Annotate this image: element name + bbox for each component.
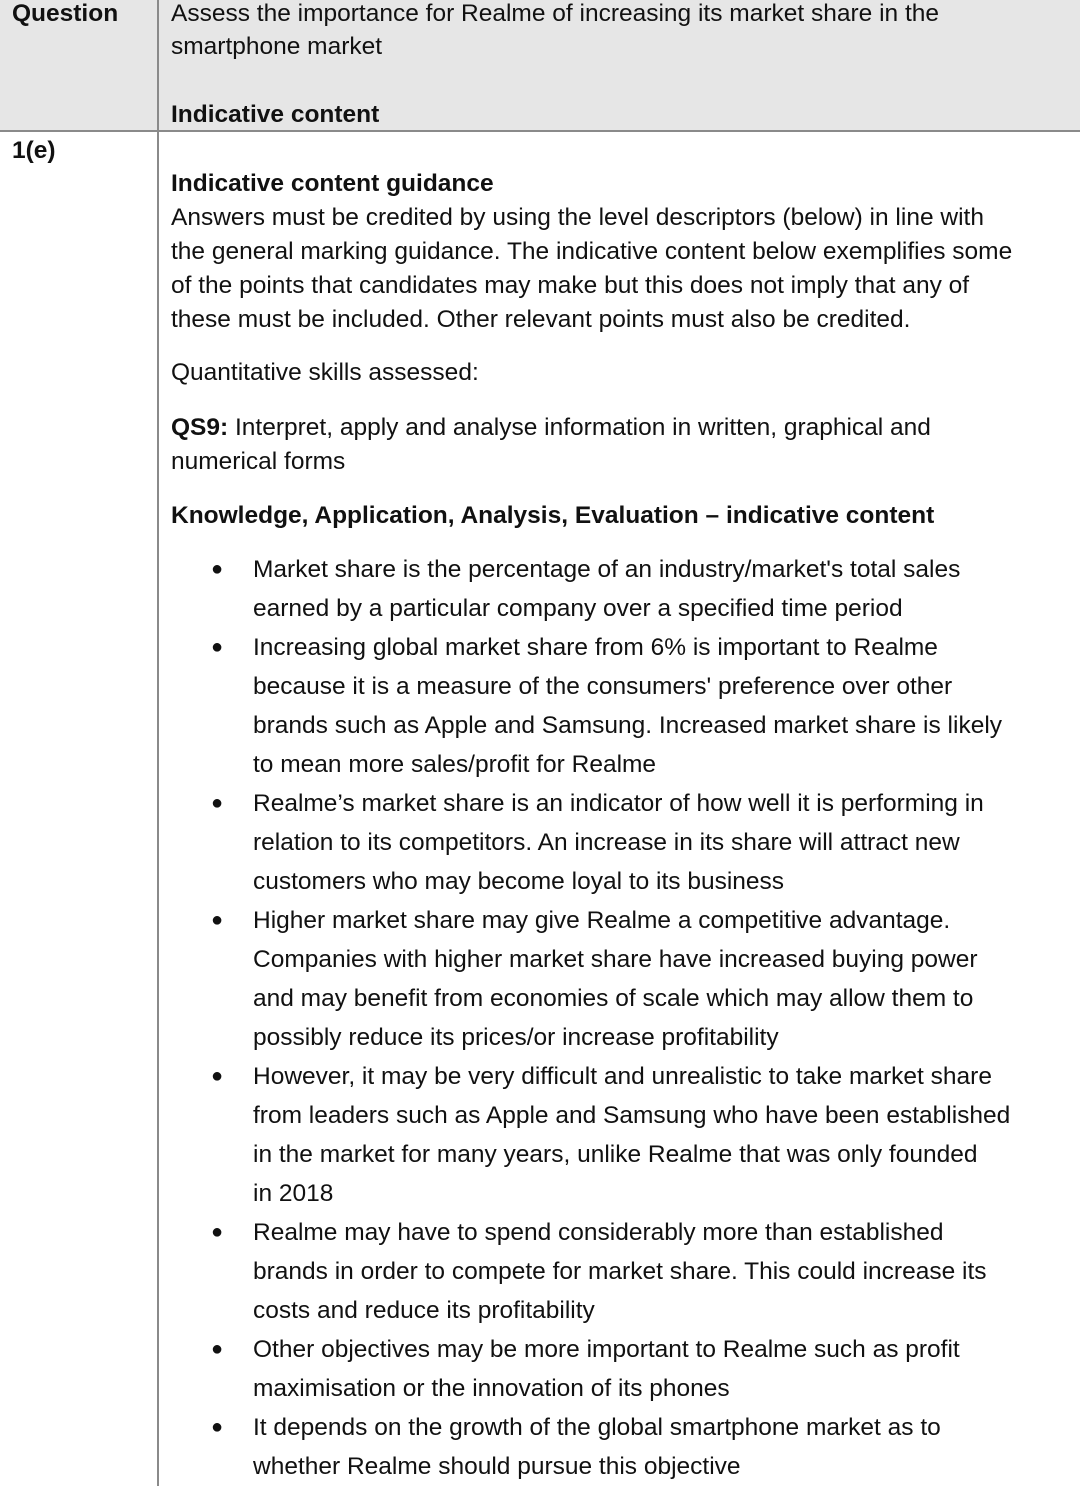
bullet-item <box>0 901 1080 1057</box>
bullet-line: customers who may become loyal to its business <box>253 868 785 895</box>
bullet-dot-icon: ● <box>211 1221 224 1243</box>
bullet-line: earned by a particular company over a specified time period <box>253 595 903 622</box>
bullet-dot-icon: ● <box>211 1416 224 1438</box>
guidance-line: Answers must be credited by using the level descriptors (below) in line with <box>171 204 984 231</box>
guidance-line: these must be included. Other relevant points must also be credited. <box>171 306 911 333</box>
bullet-line: in the market for many years, unlike Realme that was only founded <box>253 1141 978 1168</box>
guidance-line: of the points that candidates may make but this does not imply that any of <box>171 272 970 299</box>
bullet-line: Companies with higher market share have increased buying power <box>253 946 978 973</box>
bullet-line: Higher market share may give Realme a competitive advantage. <box>253 907 951 934</box>
bullet-line: Realme may have to spend considerably more than established <box>253 1219 944 1246</box>
bullet-item <box>0 1408 1080 1486</box>
qs9-section <box>171 411 931 479</box>
header-divider <box>0 130 1080 132</box>
bullet-line: Realme’s market share is an indicator of how well it is performing in <box>253 790 984 817</box>
question-text-line: Assess the importance for Realme of increasing its market share in the <box>171 0 940 27</box>
bullet-dot-icon: ● <box>211 792 224 814</box>
bullet-item <box>0 1057 1080 1213</box>
bullet-dot-icon: ● <box>211 636 224 658</box>
question-label: Question <box>12 0 119 27</box>
bullet-line: maximisation or the innovation of its phones <box>253 1375 730 1402</box>
bullet-list <box>0 550 1080 1486</box>
qs9-line: Interpret, apply and analyse information in written, graphical and <box>228 414 931 441</box>
bullet-line: brands such as Apple and Samsung. Increased market share is likely <box>253 712 1003 739</box>
kaae-title: Knowledge, Application, Analysis, Evaluation – indicative content <box>171 502 935 529</box>
bullet-item <box>0 1330 1080 1408</box>
bullet-dot-icon: ● <box>211 558 224 580</box>
bullet-line: brands in order to compete for market share. This could increase its <box>253 1258 987 1285</box>
bullet-line: However, it may be very difficult and unrealistic to take market share <box>253 1063 992 1090</box>
bullet-item <box>0 550 1080 628</box>
bullet-item <box>0 628 1080 784</box>
qs9-label: QS9: <box>171 414 229 441</box>
bullet-dot-icon: ● <box>211 909 224 931</box>
guidance-section <box>171 167 1012 337</box>
bullet-line: from leaders such as Apple and Samsung who have been established <box>253 1102 1011 1129</box>
qs9-line: numerical forms <box>171 448 346 475</box>
bullet-line: in 2018 <box>253 1180 334 1207</box>
bullet-line: and may benefit from economies of scale which may allow them to <box>253 985 974 1012</box>
question-number: 1(e) <box>12 137 56 164</box>
bullet-line: Other objectives may be more important to Realme such as profit <box>253 1336 960 1363</box>
bullet-line: Market share is the percentage of an industry/market's total sales <box>253 556 961 583</box>
question-text <box>171 0 939 63</box>
bullet-item <box>0 784 1080 901</box>
bullet-line: costs and reduce its profitability <box>253 1297 595 1324</box>
bullet-line: to mean more sales/profit for Realme <box>253 751 657 778</box>
bullet-dot-icon: ● <box>211 1338 224 1360</box>
indicative-content-label: Indicative content <box>171 101 380 128</box>
guidance-line: the general marking guidance. The indicative content below exemplifies some <box>171 238 1013 265</box>
bullet-line: whether Realme should pursue this objective <box>253 1453 741 1480</box>
quant-skills-label: Quantitative skills assessed: <box>171 359 479 386</box>
bullet-dot-icon: ● <box>211 1065 224 1087</box>
bullet-line: relation to its competitors. An increase in its share will attract new <box>253 829 960 856</box>
bullet-line: possibly reduce its prices/or increase profitability <box>253 1024 779 1051</box>
bullet-line: Increasing global market share from 6% is important to Realme <box>253 634 938 661</box>
bullet-line: because it is a measure of the consumers' preference over other <box>253 673 953 700</box>
bullet-line: It depends on the growth of the global smartphone market as to <box>253 1414 941 1441</box>
bullet-item <box>0 1213 1080 1330</box>
question-text-line: smartphone market <box>171 33 383 60</box>
guidance-title: Indicative content guidance <box>171 170 494 197</box>
